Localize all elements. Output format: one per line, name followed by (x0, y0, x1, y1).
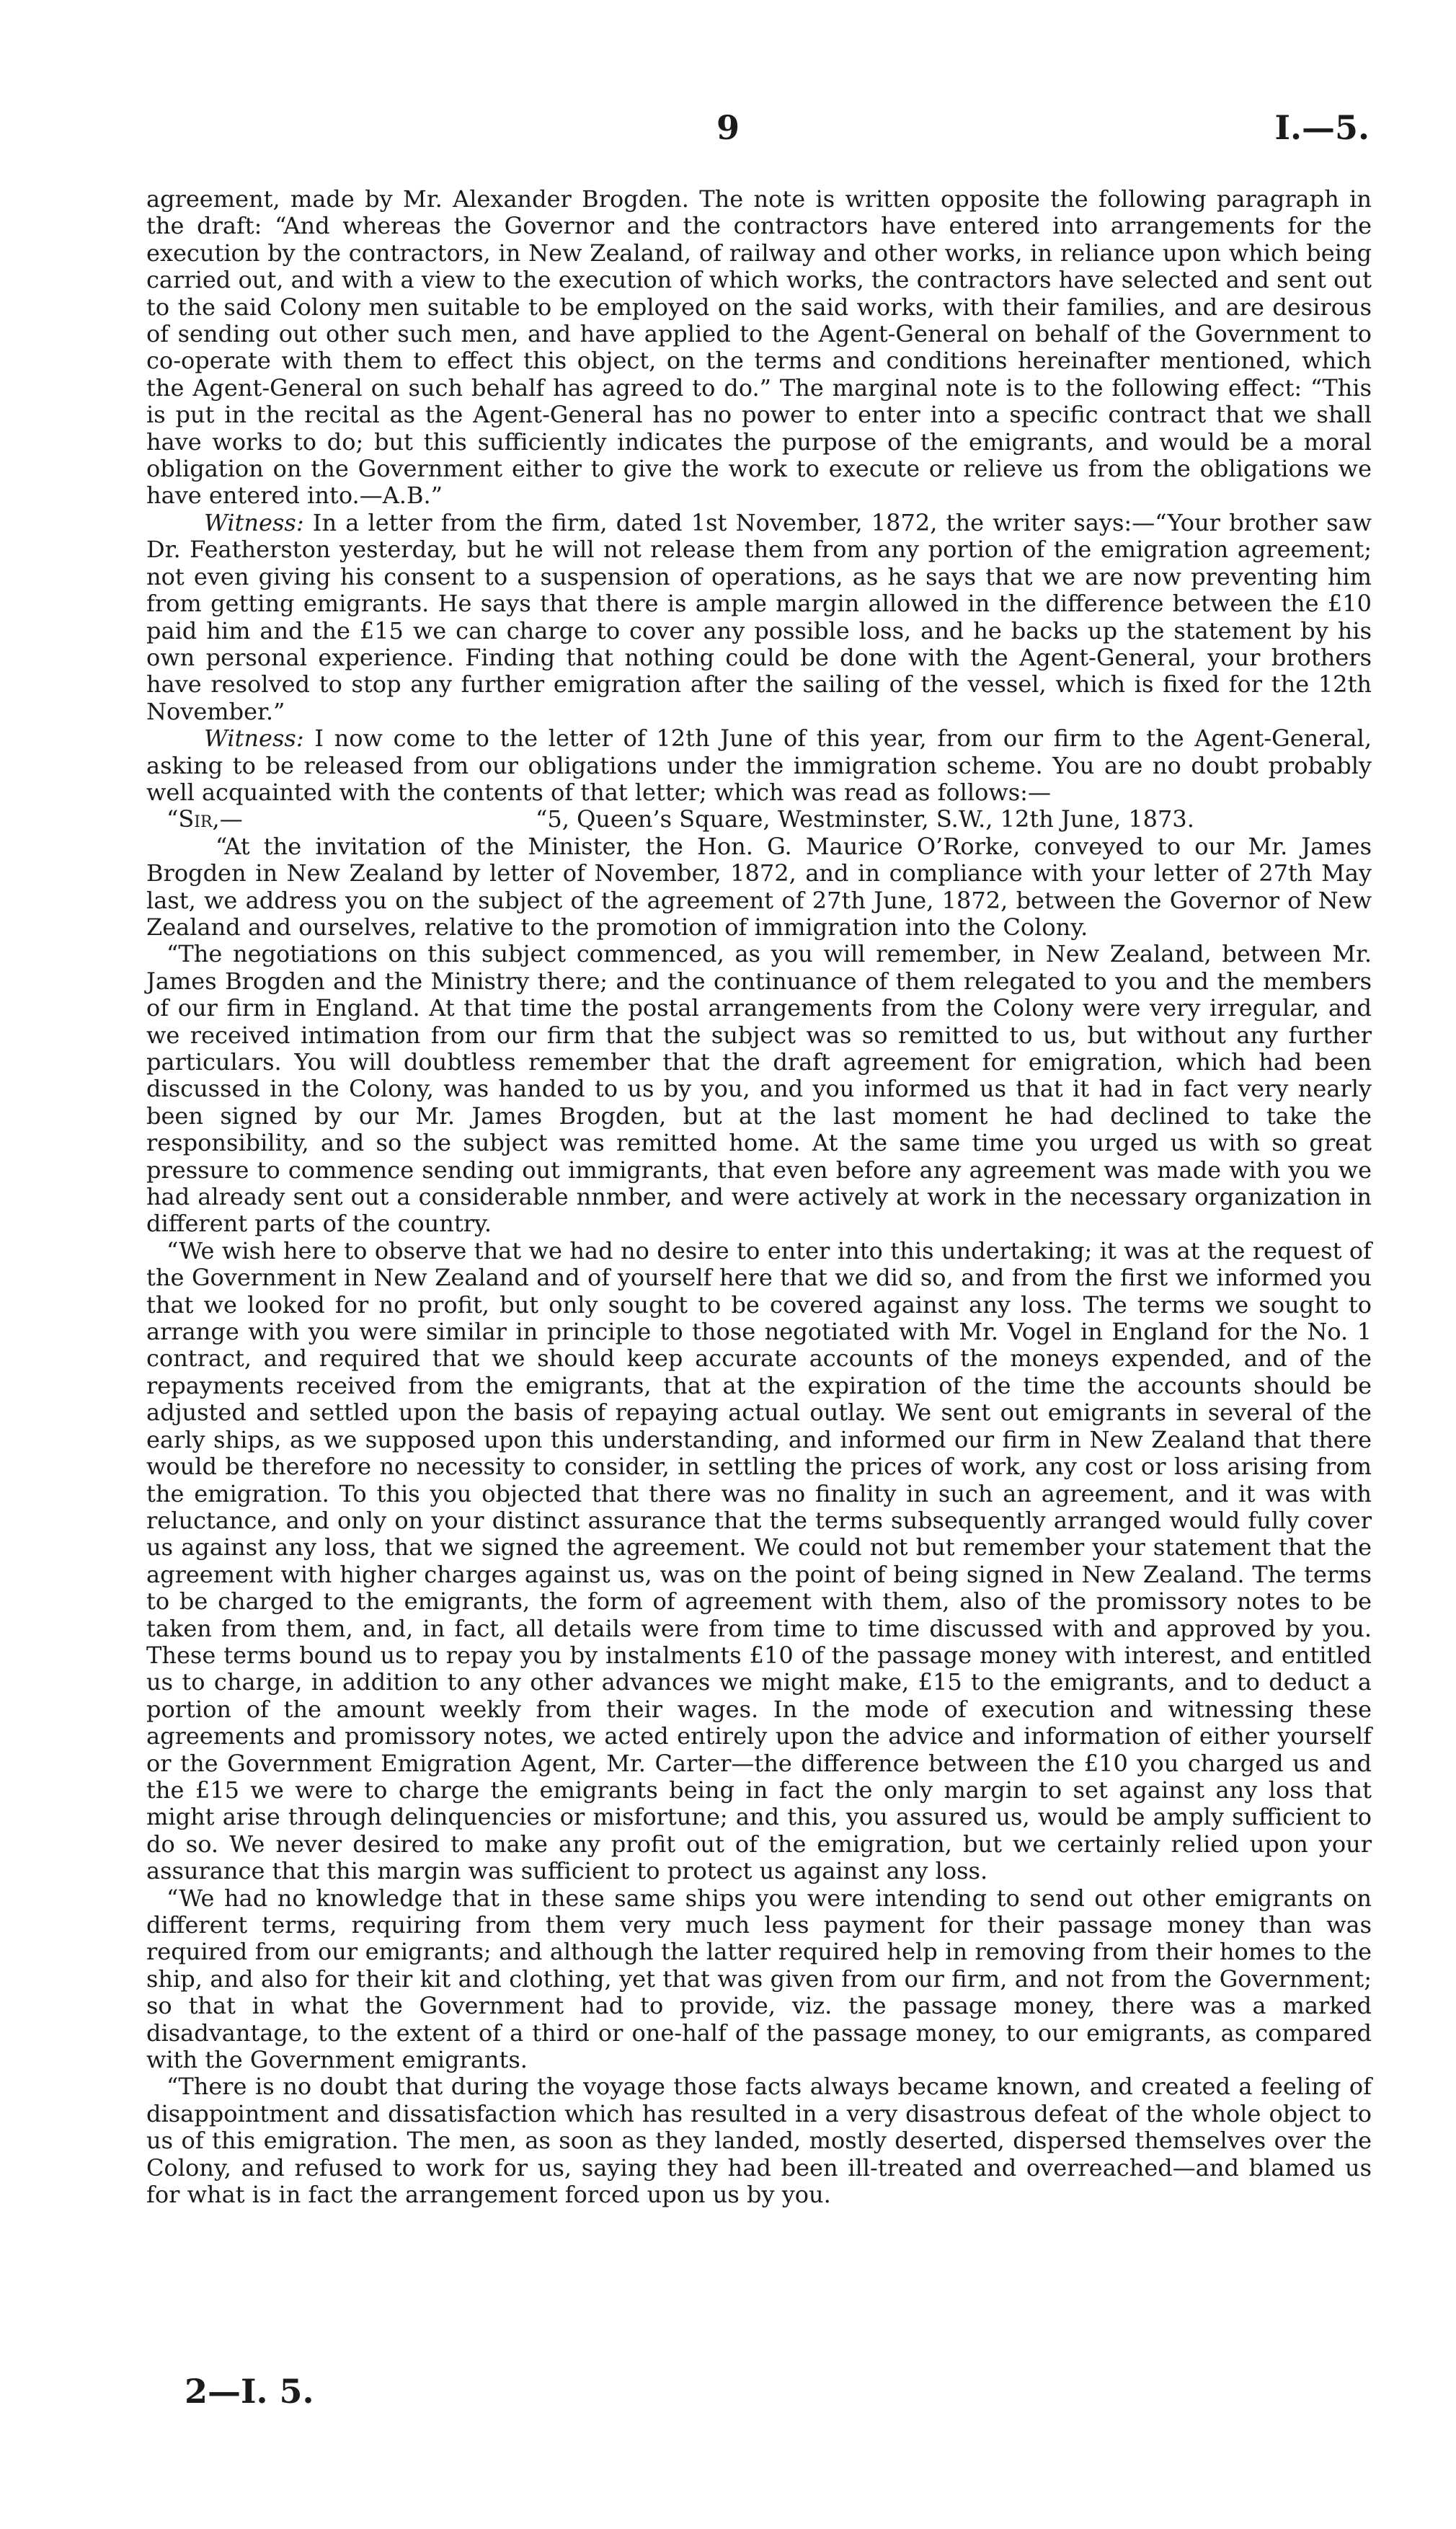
witness-label: Witness: (204, 508, 304, 536)
paragraph (146, 510, 1372, 725)
body-text (146, 186, 1372, 2208)
paragraph: “There is no doubt that during the voyage those facts always became known, and created a feeling of disappointment and dissatisfaction which has resulted in a very disastrous defeat of the whole object to us of this emigration. The men, as soon as they landed, mostly deserted, dispersed themselves over the Colony, and refused to work for us, saying they had been ill-treated and overreached—and blamed us for what is in fact the arrangement forced upon us by you. (146, 2073, 1372, 2209)
paragraph: agreement, made by Mr. Alexander Brogden. The note is written opposite the following paragraph in the draft: “And whereas the Governor and the contractors have entered into arrangements for the execution by the contractors, in New Zealand, of railway and other works, in reliance upon which being carried out, and with a view to the execution of which works, the contractors have selected and sent out to the said Colony men suitable to be employed on the said works, with their families, and are desirous of sending out other such men, and have applied to the Agent-General on behalf of the Government to co-operate with them to effect this object, on the terms and conditions hereinafter mentioned, which the Agent-General on such behalf has agreed to do.” The marginal note is to the following effect: “This is put in the recital as the Agent-General has no power to enter into a specific contract that we shall have works to do; but this sufficiently indicates the purpose of the emigrants, and would be a moral obligation on the Government either to give the work to execute or relieve us from the obligations we have entered into.—A.B.” (146, 185, 1372, 510)
paragraph: “The negotiations on this subject commenced, as you will remember, in New Zealand, between Mr. James Brogden and the Ministry there; and the continuance of them relegated to you and the members of our firm in England. At that time the postal arrangements from the Colony were very irregular, and we received intimation from our firm that the subject was so remitted to us, but without any further particulars. You will doubtless remember that the draft agreement for emigration, which had been discussed in the Colony, was handed to us by you, and you informed us that it had in fact very nearly been signed by our Mr. James Brogden, but at the last moment he had declined to take the responsibility, and so the subject was remitted home. At the same time you urged us with so great pressure to commence sending out immigrants, that even before any agreement was made with you we had already sent out a considerable nnmber, and were actively at work in the necessary organization in different parts of the country. (146, 940, 1372, 1238)
signature-mark: 2—I. 5. (185, 2372, 314, 2411)
paragraph-text: In a letter from the firm, dated 1st November, 1872, the writer says:—“Your brother saw Dr. Featherston yesterday, but he will not release them from any portion of the emigration agreement; not even giving his consent to a suspension of operations, as he says that we are now preventing him from getting emigrants. He says that there is ample margin allowed in the difference between the £10 paid him and the £15 we can charge to cover any possible loss, and he backs up the statement by his own personal experience. Finding that nothing could be done with the Agent-General, your brothers have resolved to stop any further emigration after the sailing of the vessel, which is fixed for the 12th November.” (146, 508, 1372, 725)
paragraph (146, 725, 1372, 806)
paragraph: “We wish here to observe that we had no desire to enter into this undertaking; it was at the request of the Government in New Zealand and of yourself here that we did so, and from the first we informed you that we looked for no profit, but only sought to be covered against any loss. The terms we sought to arrange with you were similar in principle to those negotiated with Mr. Vogel in England for the No. 1 contract, and required that we should keep accurate accounts of the moneys expended, and of the repayments received from the emigrants, that at the expiration of the time the accounts should be adjusted and settled upon the basis of repaying actual outlay. We sent out emigrants in several of the early ships, as we supposed upon this understanding, and informed our firm in New Zealand that there would be therefore no necessity to consider, in settling the prices of work, any cost or loss arising from the emigration. To this you objected that there was no finality in such an agreement, and it was with reluctance, and only on your distinct assurance that the terms subsequently arranged would fully cover us against any loss, that we signed the agreement. We could not but remember your statement that the agreement with higher charges against us, was on the point of being signed in New Zealand. The terms to be charged to the emigrants, the form of agreement with them, also of the promissory notes to be taken from them, and, in fact, all details were from time to time discussed with and approved by you. These terms bound us to repay you by instalments £10 of the passage money with interest, and entitled us to charge, in addition to any other advances we might make, £15 to the emigrants, and to deduct a portion of the amount weekly from their wages. In the mode of execution and witnessing these agreements and promissory notes, we acted entirely upon the advice and information of either yourself or the Government Emigration Agent, Mr. Carter—the difference between the £10 you charged us and the £15 we were to charge the emigrants being in fact the only margin to set against any loss that might arise through delinquencies or misfortune; and this, you assured us, would be amply sufficient to do so. We never desired to make any profit out of the emigration, but we certainly relied upon your assurance that this margin was sufficient to protect us against any loss. (146, 1236, 1372, 1885)
salutation-word: Sir (178, 805, 213, 833)
paragraph: “At the invitation of the Minister, the Hon. G. Maurice O’Rorke, conveyed to our Mr. James Brogden in New Zealand by letter of November, 1872, and in compliance with your letter of 27th May last, we address you on the subject of the agreement of 27th June, 1872, between the Governor of New Zealand and ourselves, relative to the promotion of immigration into the Colony. (146, 832, 1372, 941)
witness-label: Witness: (204, 725, 304, 753)
page-number: 9 (716, 108, 740, 147)
paragraph-text: I now come to the letter of 12th June of this year, from our firm to the Agent-General, asking to be released from our obligations under the immigration scheme. You are no doubt probably well acquainted with the contents of that letter; which was read as follows:— (146, 725, 1372, 806)
letter-address: “5, Queen’s Square, Westminster, S.W., 12th June, 1873. (536, 805, 1194, 833)
paragraph: “We had no knowledge that in these same ships you were intending to send out other emigrants on different terms, requiring from them very much less payment for their passage money than was required from our emigrants; and although the latter required help in removing from their homes to the ship, and also for their kit and clothing, yet that was given from our firm, and not from the Government; so that in what the Government had to provide, viz. the passage money, there was a marked disadvantage, to the extent of a third or one-half of the passage money, to our emigrants, as compared with the Government emigrants. (146, 1884, 1372, 2074)
letter-salutation: “Sir,— (167, 805, 243, 833)
document-reference: I.—5. (1274, 108, 1370, 147)
letter-heading (146, 806, 1372, 833)
